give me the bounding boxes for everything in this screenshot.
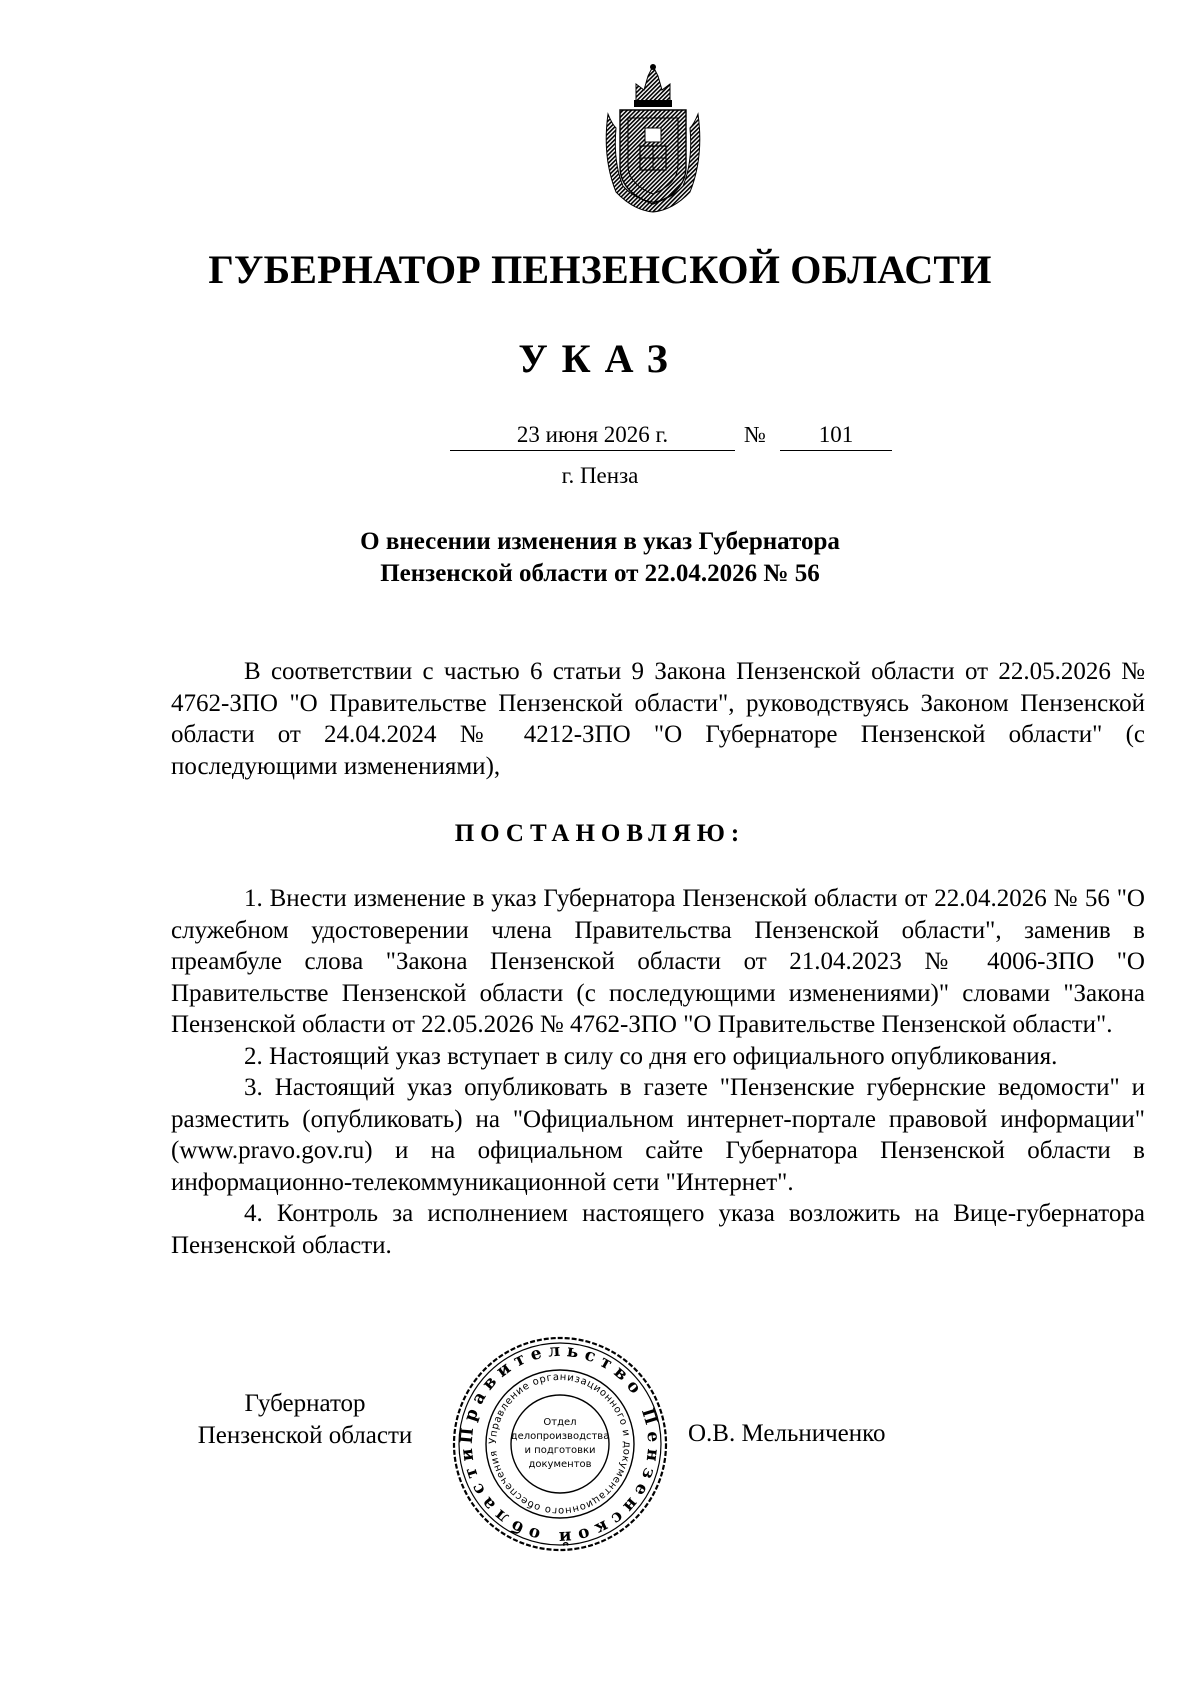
resolution-item-1: 1. Внести изменение в указ Губернатора Пензенской области от 22.04.2026 № 56 "О служебном удостоверении члена Правительства Пензенской области", заменив в преамбуле слова "Закона Пензенской области от 21.04.2023 № 4006-ЗПО "О Правительстве Пензенской области (с последующими изменениями)" словами "Закона Пензенской области от 22.05.2026 № 4762-ЗПО "О Правительстве Пензенской области". <box>171 885 1145 1038</box>
seal-outer-text: Правительство Пензенской области <box>456 1340 664 1548</box>
issuer-heading: ГУБЕРНАТОР ПЕНЗЕНСКОЙ ОБЛАСТИ <box>208 247 992 292</box>
seal-center-line-1: Отдел <box>543 1417 577 1428</box>
resolution-item-3: 3. Настоящий указ опубликовать в газете "Пензенские губернские ведомости" и разместить (опубликовать) на "Официальном интернет-портале правовой информации" (www.pravo.gov.ru) и на официальном сайте Губернатора Пензенской области в информационно-телекоммуникационной сети "Интернет". <box>171 1074 1145 1196</box>
coat-of-arms-icon <box>598 62 709 213</box>
document-number: 101 <box>780 420 892 451</box>
signer-position-line-2: Пензенской области <box>197 1422 413 1449</box>
resolution-item-2: 2. Настоящий указ вступает в силу со дня его официального опубликования. <box>244 1042 1058 1070</box>
seal-middle-text: Управление организационного и документационного обеспечения <box>487 1371 633 1517</box>
document-title <box>0 526 1200 590</box>
document-title-line-2: Пензенской области от 22.04.2026 № 56 <box>380 560 820 587</box>
number-sign: № <box>744 422 766 447</box>
seal-center-line-2: делопроизводства <box>510 1431 610 1442</box>
official-seal <box>451 1335 669 1553</box>
registration-line <box>0 420 1200 456</box>
resolution-item-4: 4. Контроль за исполнением настоящего указа возложить на Вице-губернатора Пензенской области. <box>171 1200 1145 1259</box>
seal-center-line-4: документов <box>528 1459 592 1470</box>
document-type-heading: УКАЗ <box>518 336 682 381</box>
document-place: г. Пенза <box>561 463 639 488</box>
signer-name: О.В. Мельниченко <box>688 1420 886 1447</box>
preamble-paragraph: В соответствии с частью 6 статьи 9 Закона Пензенской области от 22.05.2026 № 4762-ЗПО "О Правительстве Пензенской области", руководствуясь Законом Пензенской области от 24.04.2024 № 4212-ЗПО "О Губернаторе Пензенской области" (с последующими изменениями), <box>171 658 1145 780</box>
resolution-items <box>171 883 1145 1261</box>
preamble <box>171 656 1145 782</box>
document-date: 23 июня 2026 г. <box>450 420 735 451</box>
seal-center-line-3: и подготовки <box>524 1445 596 1456</box>
resolve-heading: ПОСТАНОВЛЯЮ: <box>454 820 746 847</box>
signer-position-line-1: Губернатор <box>244 1390 366 1417</box>
document-title-line-1: О внесении изменения в указ Губернатора <box>360 528 840 555</box>
signer-position <box>160 1388 450 1452</box>
